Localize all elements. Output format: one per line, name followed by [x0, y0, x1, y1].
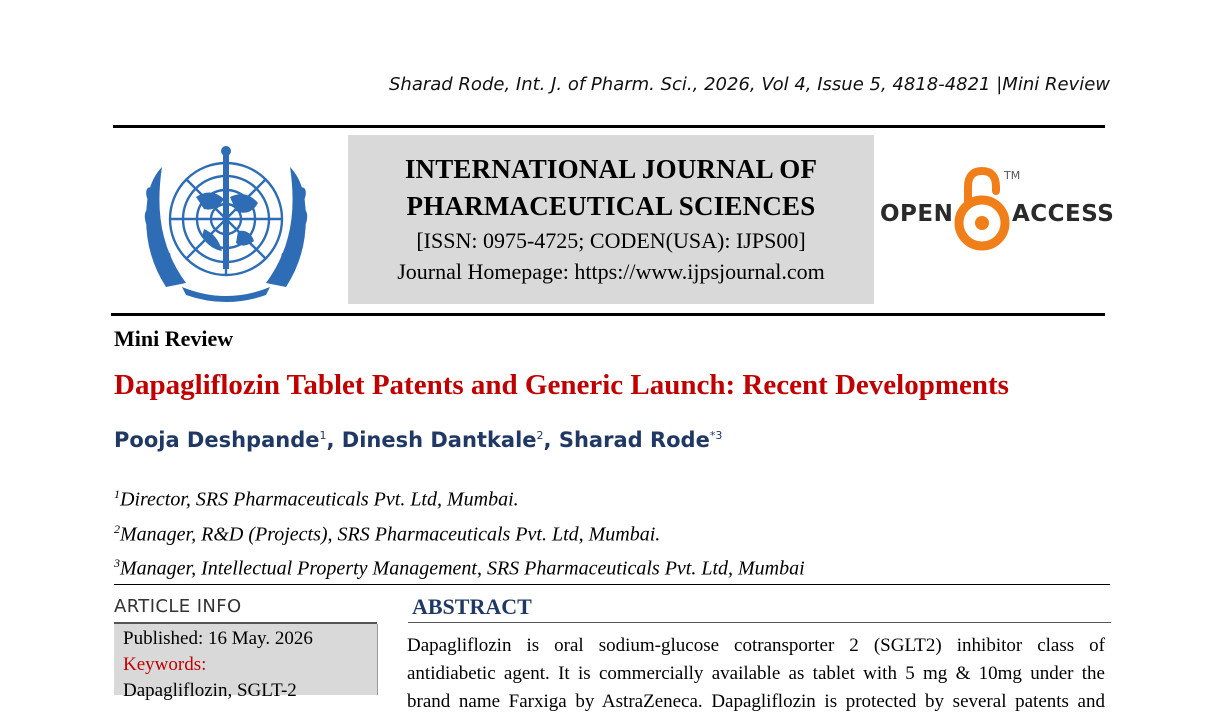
author-affiliation-mark: 2 — [536, 429, 544, 442]
affiliation-text: Manager, Intellectual Property Management, SRS Pharmaceuticals Pvt. Ltd, Mumbai — [120, 557, 805, 580]
open-access-logo — [880, 165, 1115, 251]
author-name: Pooja Deshpande — [114, 428, 320, 452]
author-name: Sharad Rode — [558, 428, 710, 452]
abstract-line: brand name Farxiga by AstraZeneca. Dapagliflozin is protected by several patents and — [407, 691, 1105, 712]
author-affiliation-mark: 1 — [319, 429, 327, 442]
open-lock-icon — [954, 165, 1010, 251]
journal-issn: [ISSN: 0975-4725; CODEN(USA): IJPS00] — [416, 228, 806, 253]
affiliation-text: Manager, R&D (Projects), SRS Pharmaceuticals Pvt. Ltd, Mumbai. — [120, 523, 661, 546]
author-list — [114, 428, 722, 452]
journal-title-line2: PHARMACEUTICAL SCIENCES — [406, 191, 816, 221]
article-type: Mini Review — [114, 326, 234, 351]
abstract-body — [407, 632, 1105, 716]
article-info-heading: ARTICLE INFO — [114, 596, 242, 617]
affiliation-item — [114, 549, 805, 584]
abstract-line: antidiabetic agent. It is commercially available as tablet with 5 mg & 10mg under the — [407, 663, 1105, 684]
open-access-tm: TM — [1004, 169, 1021, 182]
author-affiliation-mark: *3 — [709, 429, 723, 442]
affiliation-list — [114, 480, 805, 584]
keywords-value: Dapagliflozin, SGLT-2 — [123, 680, 297, 701]
journal-masthead — [348, 135, 874, 304]
author-name: Dinesh Dantkale — [341, 428, 537, 452]
abstract-line: Dapagliflozin is oral sodium-glucose cotransporter 2 (SGLT2) inhibitor class of — [407, 635, 1105, 656]
running-header-citation: Sharad Rode, Int. J. of Pharm. Sci., 2026, Vol 4, Issue 5, 4818-4821 |Mini Review — [388, 74, 1110, 95]
affiliation-mark: 1 — [114, 487, 120, 501]
affiliation-mark: 2 — [114, 521, 120, 536]
author-separator: , — [326, 428, 342, 452]
article-title: Dapagliflozin Tablet Patents and Generic Launch: Recent Developments — [114, 369, 1009, 401]
un-emblem-logo — [126, 137, 326, 307]
affiliation-mark: 3 — [114, 556, 120, 571]
header-top-rule — [113, 125, 1105, 128]
open-access-open-text: OPEN — [880, 201, 954, 227]
header-bottom-rule — [111, 313, 1105, 316]
abstract-heading: ABSTRACT — [412, 594, 532, 619]
keywords-label: Keywords: — [123, 654, 207, 675]
affiliation-item — [114, 515, 805, 550]
author-separator: , — [543, 428, 559, 452]
affiliation-item — [114, 480, 805, 515]
open-access-access-text: ACCESS — [1012, 201, 1115, 227]
journal-title — [348, 151, 874, 225]
published-date: Published: 16 May. 2026 — [123, 628, 313, 649]
abstract-underline — [408, 622, 1111, 623]
journal-homepage: Journal Homepage: https://www.ijpsjournal.com — [397, 259, 825, 284]
journal-title-line1: INTERNATIONAL JOURNAL OF — [404, 154, 818, 184]
article-info-box — [114, 624, 378, 701]
affiliation-text: Director, SRS Pharmaceuticals Pvt. Ltd, Mumbai. — [120, 488, 519, 511]
section-divider — [114, 584, 1110, 585]
